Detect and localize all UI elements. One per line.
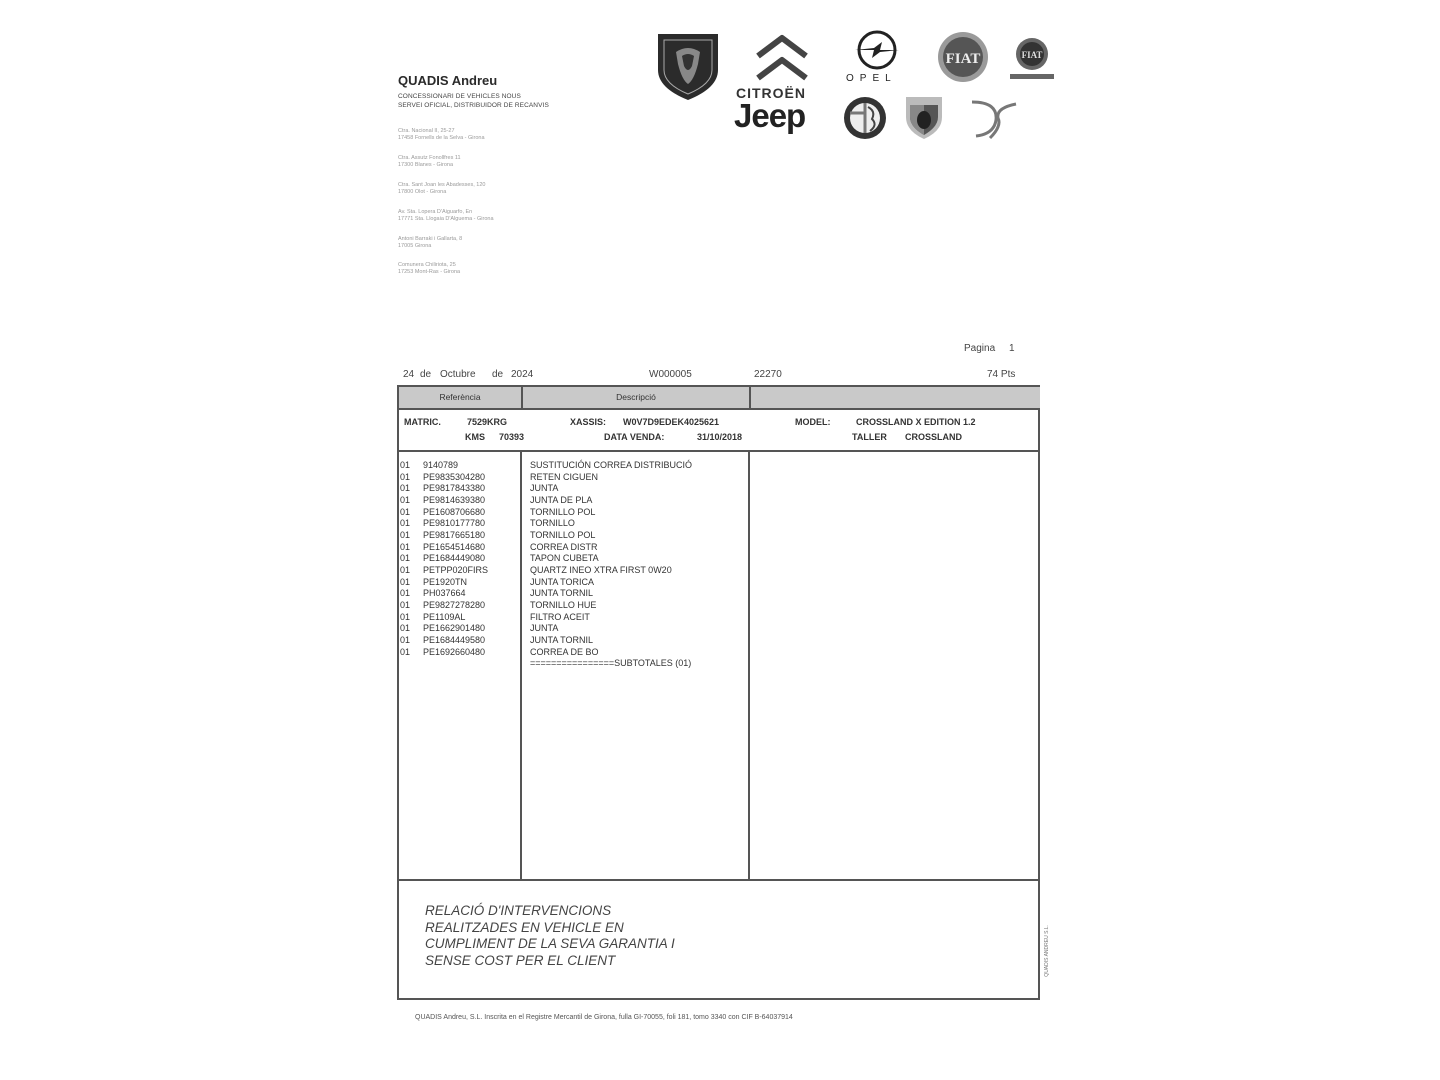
page-number: 1 <box>1009 343 1015 354</box>
item-reference: PE9810177780 <box>423 518 486 529</box>
company-tagline-2: SERVEI OFICIAL, DISTRIBUIDOR DE RECANVIS <box>398 102 549 109</box>
item-qty: 01 <box>400 611 411 622</box>
item-qty: 01 <box>400 623 411 634</box>
xassis-label: XASSIS: <box>570 417 607 427</box>
item-description: CORREA DISTR <box>530 541 598 552</box>
subtotal-line: ================SUBTOTALES (01) <box>530 658 692 669</box>
pts-value: 74 Pts <box>987 369 1016 380</box>
item-qty: 01 <box>400 599 411 610</box>
item-description: TORNILLO POL <box>530 506 596 517</box>
item-qty: 01 <box>400 494 411 505</box>
item-qty: 01 <box>400 564 411 575</box>
item-reference: PE1684449080 <box>423 553 486 564</box>
ds-logo-icon <box>968 94 1022 147</box>
column-divider-1 <box>520 452 522 879</box>
vehicle-info <box>399 410 1038 452</box>
item-qty: 01 <box>400 518 411 529</box>
table-header <box>399 387 1038 410</box>
item-description: JUNTA TORNIL <box>530 634 594 645</box>
date-year: 2024 <box>511 369 534 380</box>
item-description: SUSTITUCIÓN CORREA DISTRIBUCIÓ <box>530 460 693 470</box>
item-qty: 01 <box>400 588 411 599</box>
item-reference: PE1692660480 <box>423 646 486 657</box>
side-vertical-text: QUADIS ANDREU S.L. <box>1044 925 1050 977</box>
date-month: Octubre <box>440 369 476 380</box>
peugeot-logo-icon <box>652 30 724 107</box>
description-column <box>530 460 692 670</box>
code-number: 22270 <box>754 369 782 380</box>
address-4: Av. Sta. Lopera D'Aiguarfo, En 17771 Sta. Llogaia D'Alguema - Girona <box>398 209 494 222</box>
item-qty: 01 <box>400 483 411 494</box>
company-name: QUADIS Andreu <box>398 73 498 88</box>
item-reference: PE1920TN <box>423 576 468 587</box>
item-description: FILTRO ACEIT <box>530 611 590 622</box>
item-description: JUNTA DE PLA <box>530 494 593 505</box>
item-reference: PH037664 <box>423 588 466 599</box>
item-reference: PE9817843380 <box>423 483 486 494</box>
matric-label: MATRIC. <box>404 417 441 427</box>
date-de-2: de <box>492 369 504 380</box>
kms-label: KMS <box>465 432 485 442</box>
item-reference: PE1109AL <box>423 611 466 622</box>
kms-value: 70393 <box>499 432 525 442</box>
item-qty: 01 <box>400 506 411 517</box>
item-description: RETEN CIGUEN <box>530 471 599 482</box>
citroen-logo-icon <box>752 32 812 89</box>
column-header-blank <box>751 387 1040 408</box>
item-description: QUARTZ INEO XTRA FIRST 0W20 <box>530 564 672 575</box>
abarth-logo-icon <box>902 93 946 146</box>
column-header-descripcio: Descripció <box>523 387 749 408</box>
quantity-column <box>400 460 410 658</box>
address-3: Ctra. Sant Joan les Abadesses, 120 17800 Olot - Girona <box>398 182 486 195</box>
opel-logo-icon <box>852 28 902 77</box>
item-description: JUNTA TORNIL <box>530 588 594 599</box>
address-2: Ctra. Assutz Fonollfres 11 17300 Blanes - Girona <box>398 155 461 168</box>
model-value: CROSSLAND X EDITION 1.2 <box>856 417 976 427</box>
model-label: MODEL: <box>795 417 831 427</box>
item-reference: PE1608706680 <box>423 506 486 517</box>
alfa-romeo-logo-icon <box>842 95 888 146</box>
item-reference: PETPP020FIRS <box>423 564 489 575</box>
data-venda-label: DATA VENDA: <box>604 432 665 442</box>
legal-footer: QUADIS Andreu, S.L. Inscrita en el Registre Mercantil de Girona, fulla GI-70055, foli 181, tomo 3340 con CIF B-64037914 <box>415 1014 793 1021</box>
item-reference: PE9835304280 <box>423 471 486 482</box>
svg-text:FIAT: FIAT <box>1021 50 1043 60</box>
column-header-referencia: Referència <box>399 387 521 408</box>
item-description: CORREA DE BO <box>530 646 599 657</box>
item-reference: PE9817665180 <box>423 529 486 540</box>
item-reference: PE9814639380 <box>423 494 486 505</box>
citroen-wordmark: CITROËN <box>736 85 806 101</box>
item-reference: PE1662901480 <box>423 623 486 634</box>
item-qty: 01 <box>400 529 411 540</box>
item-qty: 01 <box>400 634 411 645</box>
xassis-value: W0V7D9EDEK4025621 <box>623 417 720 427</box>
order-number: W000005 <box>649 369 692 380</box>
item-description: TAPON CUBETA <box>530 553 599 564</box>
item-description: TORNILLO <box>530 518 575 529</box>
item-qty: 01 <box>400 471 411 482</box>
item-reference: PE1654514680 <box>423 541 486 552</box>
item-qty: 01 <box>400 646 411 657</box>
data-venda-value: 31/10/2018 <box>697 432 743 442</box>
date-de: de <box>420 369 432 380</box>
address-6: Comunera Chiliriota, 25 17253 Mont-Ras - Girona <box>398 262 461 275</box>
item-qty: 01 <box>400 541 411 552</box>
item-reference: PE9827278280 <box>423 599 486 610</box>
taller-value: CROSSLAND <box>905 432 963 442</box>
warranty-note: RELACIÓ D'INTERVENCIONS REALITZADES EN VEHICLE EN CUMPLIMENT DE LA SEVA GARANTIA I SENSE COST PER EL CLIENT <box>425 903 675 968</box>
item-description: TORNILLO HUE <box>530 599 597 610</box>
fiat-professional-logo-icon <box>1008 36 1056 89</box>
taller-label: TALLER <box>852 432 887 442</box>
jeep-wordmark: Jeep <box>734 97 806 134</box>
matric-value: 7529KRG <box>467 417 508 427</box>
fiat-logo-icon <box>936 30 990 89</box>
reference-column <box>423 460 488 658</box>
item-qty: 01 <box>400 460 411 470</box>
item-description: JUNTA <box>530 483 559 494</box>
page-label: Pagina <box>964 343 996 354</box>
item-description: JUNTA <box>530 623 559 634</box>
item-reference: PE1684449580 <box>423 634 486 645</box>
item-description: JUNTA TORICA <box>530 576 595 587</box>
column-divider-2 <box>748 452 750 879</box>
opel-wordmark: OPEL <box>846 73 897 84</box>
invoice-table <box>397 385 1040 1000</box>
item-reference: 9140789 <box>423 460 459 470</box>
item-qty: 01 <box>400 576 411 587</box>
date-day: 24 <box>403 369 415 380</box>
company-tagline-1: CONCESSIONARI DE VEHICLES NOUS <box>398 93 521 100</box>
address-1: Ctra. Nacional II, 25-27 17458 Fornells de la Selva - Girona <box>398 128 485 141</box>
item-description: TORNILLO POL <box>530 529 596 540</box>
svg-text:FIAT: FIAT <box>945 51 981 67</box>
notes-box <box>399 879 1038 1000</box>
item-qty: 01 <box>400 553 411 564</box>
address-5: Antoni Barraki i Gallarta, 8 17005 Girona <box>398 236 463 249</box>
